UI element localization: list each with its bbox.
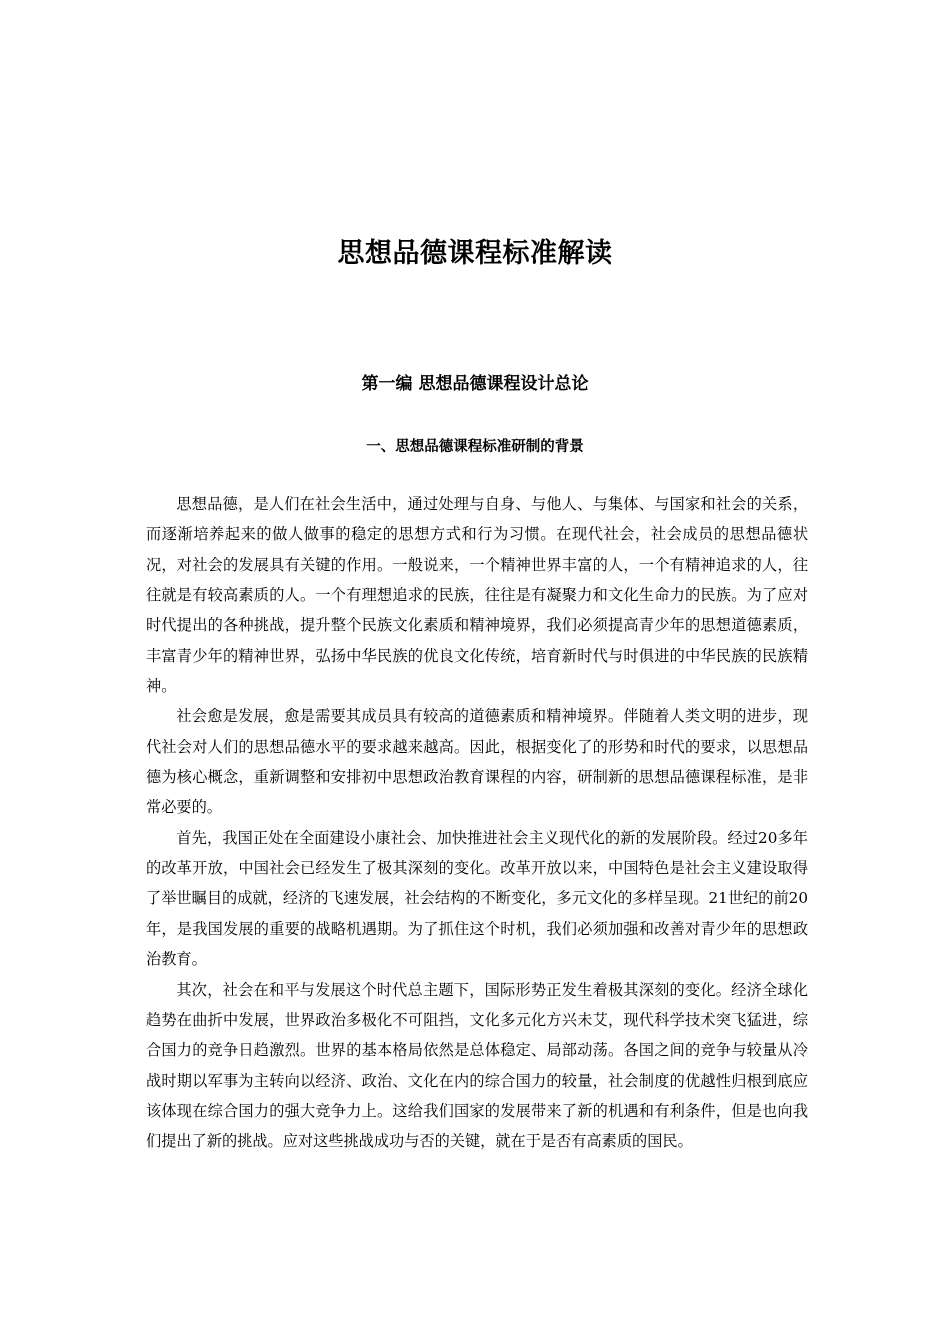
part-heading: 第一编 思想品德课程设计总论: [361, 374, 589, 394]
document-title: 思想品德课程标准解读: [337, 238, 613, 269]
paragraph: 其次，社会在和平与发展这个时代总主题下，国际形势正发生着极其深刻的变化。经济全球化趋势在曲折中发展，世界政治多极化不可阻挡，文化多元化方兴未艾，现代科学技术突飞猛进，综合国力的竞争日趋激烈。世界的基本格局依然是总体稳定、局部动荡。各国之间的竞争与较量从冷战时期以军事为主转向以经济、政治、文化在内的综合国力的较量，社会制度的优越性归根到底应该体现在综合国力的强大竞争力上。这给我们国家的发展带来了新的机遇和有利条件，但是也向我们提出了新的挑战。应对这些挑战成功与否的关键，就在于是否有高素质的国民。: [146, 980, 808, 1151]
paragraph: 首先，我国正处在全面建设小康社会、加快推进社会主义现代化的新的发展阶段。经过20多年的改革开放，中国社会已经发生了极其深刻的变化。改革开放以来，中国特色是社会主义建设取得了举世瞩目的成就，经济的飞速发展，社会结构的不断变化，多元文化的多样呈现。21世纪的前20年，是我国发展的重要的战略机遇期。为了抓住这个时机，我们必须加强和改善对青少年的思想政治教育。: [146, 828, 808, 969]
body-text: [146, 489, 808, 1157]
section-heading: 一、思想品德课程标准研制的背景: [366, 438, 584, 455]
paragraph: 思想品德，是人们在社会生活中，通过处理与自身、与他人、与集体、与国家和社会的关系，而逐渐培养起来的做人做事的稳定的思想方式和行为习惯。在现代社会，社会成员的思想品德状况，对社会的发展具有关键的作用。一般说来，一个精神世界丰富的人，一个有精神追求的人，往往就是有较高素质的人。一个有理想追求的民族，往往是有凝聚力和文化生命力的民族。为了应对时代提出的各种挑战，提升整个民族文化素质和精神境界，我们必须提高青少年的思想道德素质，丰富青少年的精神世界，弘扬中华民族的优良文化传统，培育新时代与时俱进的中华民族的民族精神。: [146, 495, 808, 696]
paragraph: 社会愈是发展，愈是需要其成员具有较高的道德素质和精神境界。伴随着人类文明的进步，现代社会对人们的思想品德水平的要求越来越高。因此，根据变化了的形势和时代的要求，以思想品德为核心概念，重新调整和安排初中思想政治教育课程的内容，研制新的思想品德课程标准，是非常必要的。: [146, 707, 808, 817]
